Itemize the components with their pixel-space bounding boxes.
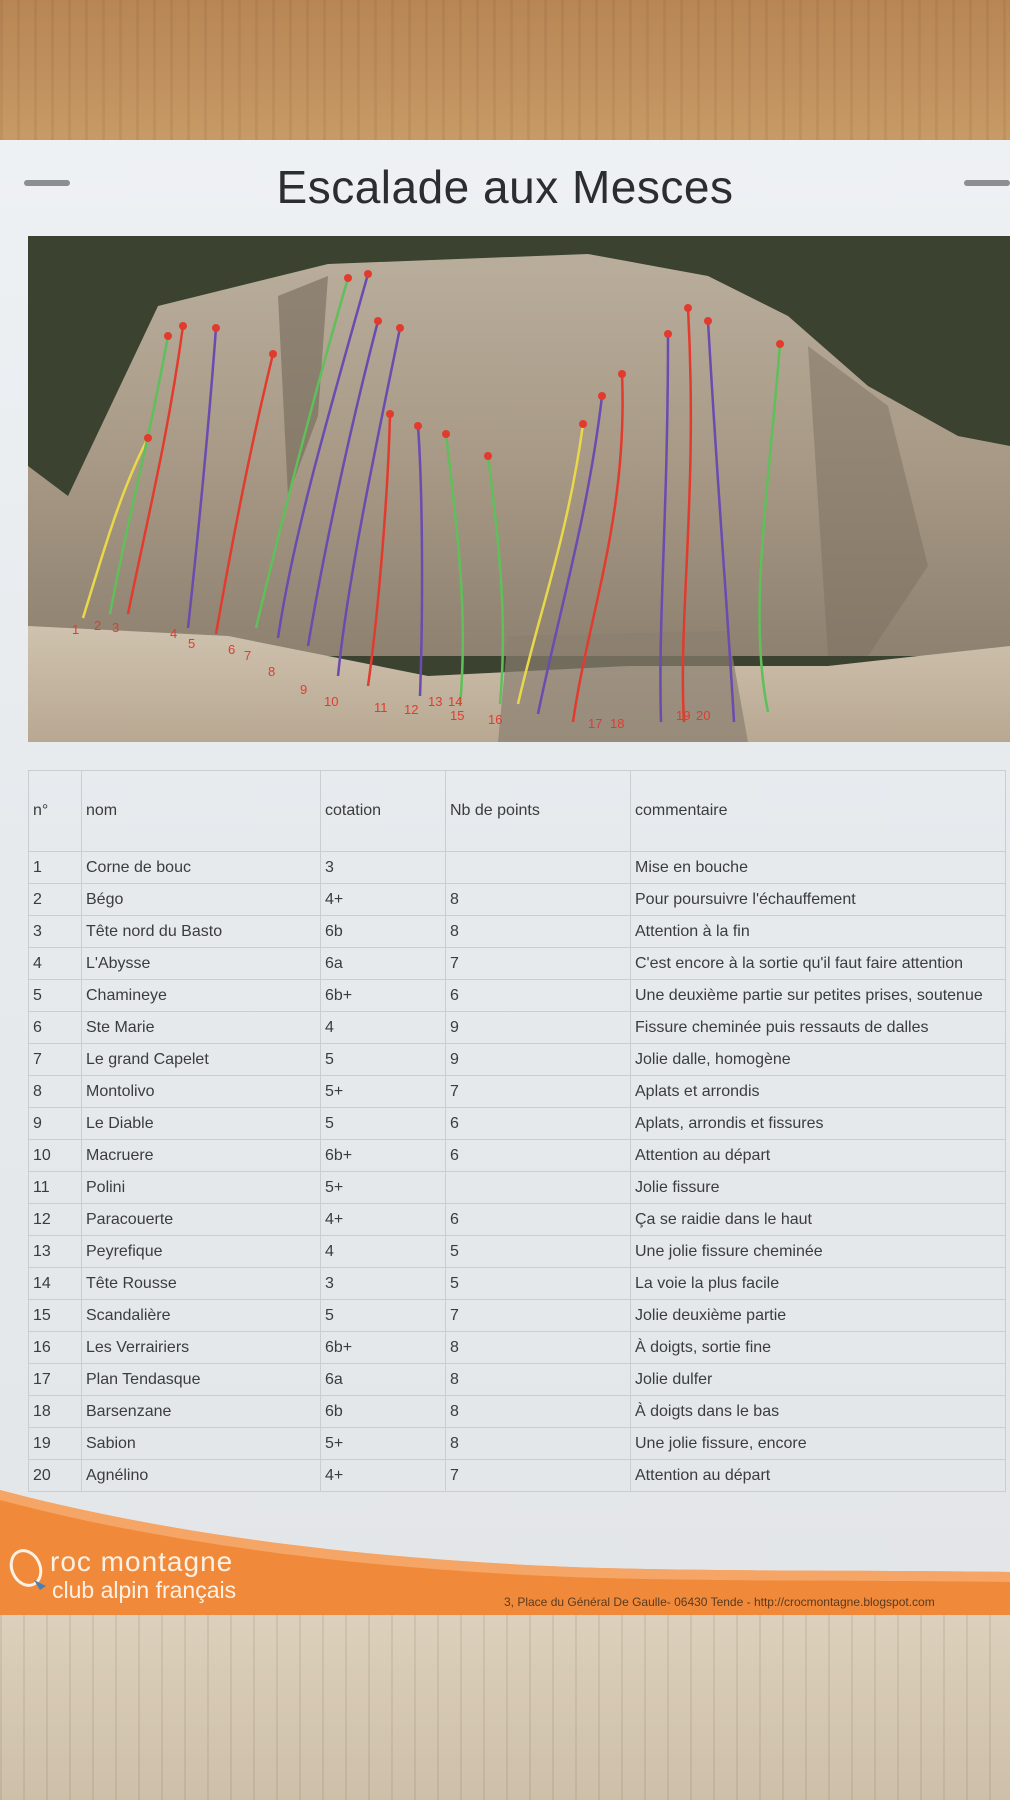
route-number: 3 (29, 916, 82, 948)
route-number: 19 (29, 1428, 82, 1460)
table-row (29, 948, 1006, 980)
route-number: 7 (29, 1044, 82, 1076)
route-name: Chamineye (82, 980, 321, 1012)
table-row (29, 1332, 1006, 1364)
route-comment: Ça se raidie dans le haut (631, 1204, 1006, 1236)
route-bolts: 8 (446, 1396, 631, 1428)
header-name: nom (82, 771, 321, 852)
route-number: 6 (29, 1012, 82, 1044)
route-comment: Attention à la fin (631, 916, 1006, 948)
route-comment: La voie la plus facile (631, 1268, 1006, 1300)
route-grade: 5+ (321, 1428, 446, 1460)
table-row (29, 1012, 1006, 1044)
route-number-label: 9 (300, 682, 308, 697)
route-number-label: 1 (72, 622, 80, 637)
route-name: Barsenzane (82, 1396, 321, 1428)
route-number: 18 (29, 1396, 82, 1428)
route-grade: 4 (321, 1012, 446, 1044)
route-name: Plan Tendasque (82, 1364, 321, 1396)
routes-table (28, 770, 1006, 1492)
route-comment: Attention au départ (631, 1460, 1006, 1492)
route-number: 1 (29, 852, 82, 884)
table-row (29, 1300, 1006, 1332)
crag-photo (28, 236, 1010, 742)
route-comment: Aplats et arrondis (631, 1076, 1006, 1108)
route-bolts: 9 (446, 1044, 631, 1076)
table-row (29, 1460, 1006, 1492)
brand-name: roc montagne (50, 1546, 234, 1577)
route-bolts: 7 (446, 1460, 631, 1492)
route-bolts: 8 (446, 916, 631, 948)
route-bolts: 6 (446, 1108, 631, 1140)
route-number: 4 (29, 948, 82, 980)
table-header-row (29, 771, 1006, 852)
route-name: Les Verrairiers (82, 1332, 321, 1364)
route-bolts: 8 (446, 884, 631, 916)
route-grade: 5 (321, 1300, 446, 1332)
route-grade: 4 (321, 1236, 446, 1268)
route-comment: Fissure cheminée puis ressauts de dalles (631, 1012, 1006, 1044)
route-number-label: 10 (324, 694, 339, 709)
table-row (29, 1204, 1006, 1236)
route-comment: Jolie dalle, homogène (631, 1044, 1006, 1076)
route-comment: Une jolie fissure cheminée (631, 1236, 1006, 1268)
header-number: n° (29, 771, 82, 852)
route-name: Sabion (82, 1428, 321, 1460)
table-row (29, 1396, 1006, 1428)
route-number-label: 3 (112, 620, 120, 635)
route-number: 2 (29, 884, 82, 916)
route-grade: 4+ (321, 1204, 446, 1236)
table-row (29, 1108, 1006, 1140)
route-grade: 3 (321, 852, 446, 884)
route-number: 15 (29, 1300, 82, 1332)
table-row (29, 916, 1006, 948)
route-comment: C'est encore à la sortie qu'il faut faire attention (631, 948, 1006, 980)
table-row (29, 852, 1006, 884)
route-comment: À doigts, sortie fine (631, 1332, 1006, 1364)
route-number-label: 2 (94, 618, 102, 633)
route-number: 11 (29, 1172, 82, 1204)
table-row (29, 1076, 1006, 1108)
route-bolts: 7 (446, 948, 631, 980)
club-address: 3, Place du Général De Gaulle- 06430 Tende - http://crocmontagne.blogspot.com (504, 1595, 935, 1609)
route-grade: 4+ (321, 884, 446, 916)
route-number: 12 (29, 1204, 82, 1236)
route-number: 14 (29, 1268, 82, 1300)
route-grade: 5 (321, 1108, 446, 1140)
route-grade: 6a (321, 1364, 446, 1396)
route-comment: Aplats, arrondis et fissures (631, 1108, 1006, 1140)
route-number-label: 15 (450, 708, 465, 723)
route-grade: 6b+ (321, 1140, 446, 1172)
route-name: L'Abysse (82, 948, 321, 980)
route-grade: 6b+ (321, 1332, 446, 1364)
route-bolts: 7 (446, 1300, 631, 1332)
header-comment: commentaire (631, 771, 1006, 852)
route-grade: 6b+ (321, 980, 446, 1012)
table-row (29, 1428, 1006, 1460)
route-number: 9 (29, 1108, 82, 1140)
route-name: Corne de bouc (82, 852, 321, 884)
route-number-label: 20 (696, 708, 711, 723)
route-number-label: 8 (268, 664, 276, 679)
route-number: 5 (29, 980, 82, 1012)
wood-background-top (0, 0, 1010, 140)
route-name: Tête nord du Basto (82, 916, 321, 948)
route-name: Peyrefique (82, 1236, 321, 1268)
route-name: Tête Rousse (82, 1268, 321, 1300)
club-brand (50, 1548, 236, 1604)
route-grade: 6b (321, 916, 446, 948)
table-row (29, 1172, 1006, 1204)
route-number-label: 4 (170, 626, 178, 641)
route-grade: 5+ (321, 1076, 446, 1108)
route-bolts: 6 (446, 1204, 631, 1236)
route-bolts: 7 (446, 1076, 631, 1108)
route-number-label: 16 (488, 712, 503, 727)
header-grade: cotation (321, 771, 446, 852)
route-name: Le grand Capelet (82, 1044, 321, 1076)
route-number: 10 (29, 1140, 82, 1172)
route-name: Bégo (82, 884, 321, 916)
route-name: Macruere (82, 1140, 321, 1172)
route-number: 13 (29, 1236, 82, 1268)
route-name: Polini (82, 1172, 321, 1204)
header-bolts: Nb de points (446, 771, 631, 852)
route-number-label: 17 (588, 716, 603, 731)
route-comment: Pour poursuivre l'échauffement (631, 884, 1006, 916)
route-grade: 5+ (321, 1172, 446, 1204)
route-bolts: 8 (446, 1332, 631, 1364)
route-bolts: 5 (446, 1268, 631, 1300)
poster-title: Escalade aux Mesces (276, 161, 734, 213)
route-grade: 3 (321, 1268, 446, 1300)
table-row (29, 1268, 1006, 1300)
routes-table-body (29, 852, 1006, 1492)
table-row (29, 884, 1006, 916)
route-bolts: 9 (446, 1012, 631, 1044)
route-grade: 5 (321, 1044, 446, 1076)
route-bolts (446, 852, 631, 884)
route-name: Ste Marie (82, 1012, 321, 1044)
brand-subtitle: club alpin français (52, 1577, 237, 1603)
route-comment: Mise en bouche (631, 852, 1006, 884)
route-bolts: 8 (446, 1364, 631, 1396)
table-row (29, 1236, 1006, 1268)
route-number-label: 6 (228, 642, 236, 657)
route-name: Le Diable (82, 1108, 321, 1140)
route-number-label: 18 (610, 716, 625, 731)
route-bolts: 5 (446, 1236, 631, 1268)
table-row (29, 1140, 1006, 1172)
route-number-label: 7 (244, 648, 252, 663)
route-bolts (446, 1172, 631, 1204)
route-bolts: 8 (446, 1428, 631, 1460)
table-row (29, 1044, 1006, 1076)
route-comment: Attention au départ (631, 1140, 1006, 1172)
route-number-label: 13 (428, 694, 443, 709)
route-bolts: 6 (446, 980, 631, 1012)
route-number-label: 14 (448, 694, 463, 709)
crag-topo (28, 236, 1010, 742)
route-name: Paracouerte (82, 1204, 321, 1236)
route-comment: Une deuxième partie sur petites prises, soutenue (631, 980, 1006, 1012)
table-row (29, 980, 1006, 1012)
route-grade: 6a (321, 948, 446, 980)
wood-background-bottom (0, 1615, 1010, 1800)
route-number: 8 (29, 1076, 82, 1108)
carabiner-logo-icon (4, 1546, 52, 1594)
route-number-label: 11 (374, 700, 388, 715)
route-number-label: 5 (188, 636, 196, 651)
route-number: 20 (29, 1460, 82, 1492)
route-name: Montolivo (82, 1076, 321, 1108)
route-name: Scandalière (82, 1300, 321, 1332)
route-number-label: 19 (676, 708, 691, 723)
route-grade: 6b (321, 1396, 446, 1428)
route-comment: Jolie fissure (631, 1172, 1006, 1204)
route-number: 16 (29, 1332, 82, 1364)
route-bolts: 6 (446, 1140, 631, 1172)
route-grade: 4+ (321, 1460, 446, 1492)
route-number-label: 12 (404, 702, 419, 717)
route-comment: Jolie deuxième partie (631, 1300, 1006, 1332)
route-comment: Une jolie fissure, encore (631, 1428, 1006, 1460)
route-comment: Jolie dulfer (631, 1364, 1006, 1396)
route-name: Agnélino (82, 1460, 321, 1492)
route-number: 17 (29, 1364, 82, 1396)
route-comment: À doigts dans le bas (631, 1396, 1006, 1428)
table-row (29, 1364, 1006, 1396)
